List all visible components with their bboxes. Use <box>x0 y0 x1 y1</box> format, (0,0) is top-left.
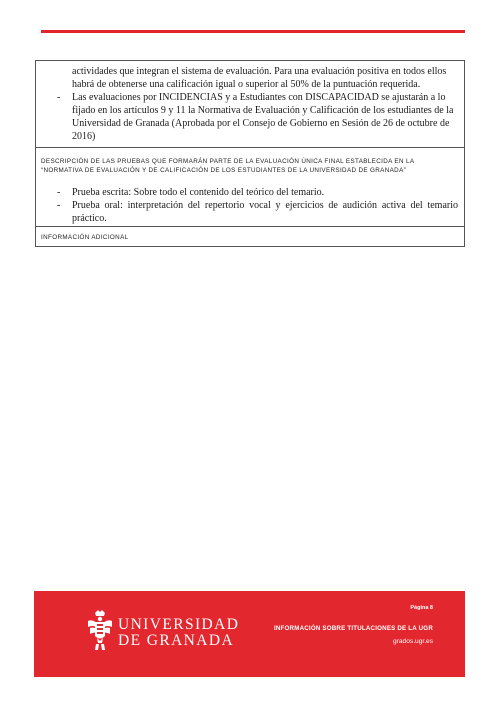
university-name-line1: UNIVERSIDAD <box>118 616 240 633</box>
bullet-dash: - <box>57 200 61 211</box>
final-exam-section <box>35 147 465 227</box>
additional-info-heading: INFORMACIÓN ADICIONAL <box>41 234 129 241</box>
footer-banner <box>34 591 465 677</box>
evaluation-section <box>35 60 465 148</box>
additional-info-section <box>35 226 465 247</box>
evaluation-continuation-text: actividades que integran el sistema de evaluación. Para una evaluación positiva en todos ellos habrá de obtenerse una calificación igual o superior al 50% de la puntuación requerida. <box>72 66 447 90</box>
final-exam-heading-line1: DESCRIPCIÓN DE LAS PRUEBAS QUE FORMARÁN PARTE DE LA EVALUACIÓN ÚNICA FINAL ESTABLECIDA EN LA <box>41 158 415 165</box>
incidencias-text: Las evaluaciones por INCIDENCIAS y a Estudiantes con DISCAPACIDAD se ajustarán a lo fijado en los artículos 9 y 11 la Normativa de Evaluación y Calificación de los estudiantes de la Universidad de Granada (Aprobada por el Consejo de Gobierno en Sesión de 26 de octubre de 2016) <box>72 92 454 142</box>
website-link[interactable]: grados.ugr.es <box>393 638 433 645</box>
bullet-dash: - <box>57 187 61 198</box>
list-item <box>57 199 458 225</box>
university-crest-icon <box>86 610 114 650</box>
oral-exam-text: Prueba oral: interpretación del repertorio vocal y ejercicios de audición activa del temario práctico. <box>72 200 458 224</box>
university-name-line2: DE GRANADA <box>118 632 235 649</box>
bullet-dash: - <box>57 92 61 103</box>
written-exam-text: Prueba escrita: Sobre todo el contenido del teórico del temario. <box>72 187 325 198</box>
final-exam-heading <box>41 157 459 175</box>
final-exam-heading-line2: “NORMATIVA DE EVALUACIÓN Y DE CALIFICACIÓN DE LOS ESTUDIANTES DE LA UNIVERSIDAD DE GRANADA” <box>41 167 407 174</box>
incidencias-paragraph <box>57 91 458 143</box>
titulaciones-info: INFORMACIÓN SOBRE TITULACIONES DE LA UGR <box>273 625 433 632</box>
list-item <box>57 186 458 199</box>
page-number: Página 8 <box>410 605 433 611</box>
top-red-rule <box>41 30 465 33</box>
